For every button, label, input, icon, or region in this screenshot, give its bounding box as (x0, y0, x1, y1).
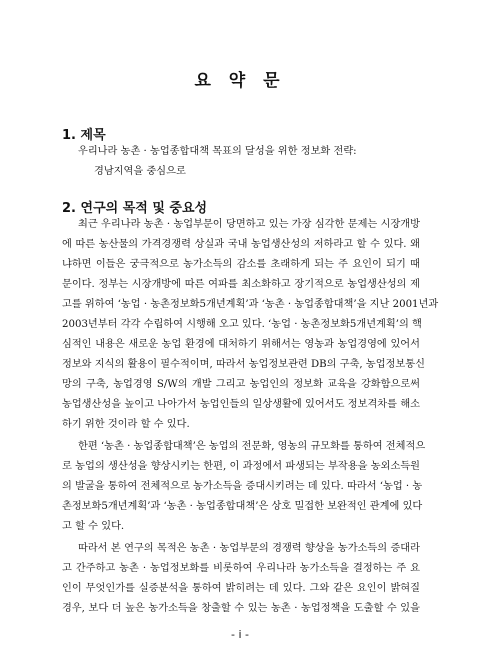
paragraph-line: 로 농업의 생산성을 향상시키는 한편, 이 과정에서 파생되는 부작용을 농외소득원 (62, 461, 420, 472)
page-title: 요 약 문 (194, 71, 286, 91)
paragraph-line: 따라서 본 연구의 목적은 농촌 · 농업부문의 경쟁력 향상을 농가소득의 증대라 (78, 543, 420, 554)
paragraph-line: 고를 위하여 ‘농업 · 농촌정보화5개년계획’과 ‘농촌 · 농업종합대책’을 지난 2001년과 (62, 299, 439, 310)
paragraph-line: 촌정보화5개년계획’과 ‘농촌 · 농업종합대책’은 상호 밀접한 보완적인 관계에 있다 (62, 501, 423, 512)
page-number: - i - (231, 628, 249, 641)
paragraph-line: 망의 구축, 농업경영 S/W의 개발 그리고 농업인의 정보화 교육을 강화함으로써 (62, 379, 420, 390)
paragraph-line: 냐하면 이들은 궁극적으로 농가소득의 감소를 초래하게 되는 주 요인이 되기 때 (62, 259, 420, 270)
section-1-subtitle-line: 경남지역을 중심으로 (94, 166, 186, 177)
paragraph-line: 문이다. 정부는 시장개방에 따른 여파를 최소화하고 장기적으로 농업생산성의 제 (62, 279, 420, 290)
paragraph-line: 2003년부터 각각 수립하여 시행해 오고 있다. ‘농업 · 농촌정보화5개년계획’의 핵 (62, 319, 422, 330)
paragraph-line: 의 발굴을 통하여 전체적으로 농가소득을 증대시키려는 데 있다. 따라서 ‘농업 · 농 (62, 481, 423, 492)
paragraph-line: 고 간주하고 농촌 · 농업정보화를 비롯하여 우리나라 농가소득을 결정하는 주 요 (62, 563, 420, 574)
paragraph-line: 경우, 보다 더 높은 농가소득을 창출할 수 있는 농촌 · 농업정책을 도출할 수 있을 (62, 603, 420, 614)
section-1-title-line: 우리나라 농촌 · 농업종합대책 목표의 달성을 위한 정보화 전략: (78, 146, 357, 157)
paragraph-line: 최근 우리나라 농촌 · 농업부문이 당면하고 있는 가장 심각한 문제는 시장개방 (78, 219, 420, 230)
paragraph-line: 심적인 내용은 새로운 농업 환경에 대처하기 위해서는 영농과 농업경영에 있어서 (62, 339, 420, 350)
section-1-heading: 1. 제목 (62, 128, 106, 143)
paragraph-line: 정보와 지식의 활용이 필수적이며, 따라서 농업정보관련 DB의 구축, 농업정보통신 (62, 359, 425, 370)
paragraph-line: 인이 무엇인가를 실증분석을 통하여 밝히려는 데 있다. 그와 같은 요인이 밝혀질 (62, 583, 420, 594)
paragraph-line: 하기 위한 것이라 할 수 있다. (62, 419, 190, 430)
section-2-heading: 2. 연구의 목적 및 중요성 (62, 201, 208, 216)
paragraph-line: 에 따른 농산물의 가격경쟁력 상실과 국내 농업생산성의 저하라고 할 수 있다. 왜 (62, 239, 420, 250)
paragraph-line: 한편 ‘농촌 · 농업종합대책’은 농업의 전문화, 영농의 규모화를 통하여 전체적으 (78, 441, 426, 452)
paragraph-line: 농업생산성을 높이고 나아가서 농업인들의 일상생활에 있어서도 정보격차를 해소 (62, 399, 420, 410)
paragraph-line: 고 할 수 있다. (62, 521, 125, 532)
